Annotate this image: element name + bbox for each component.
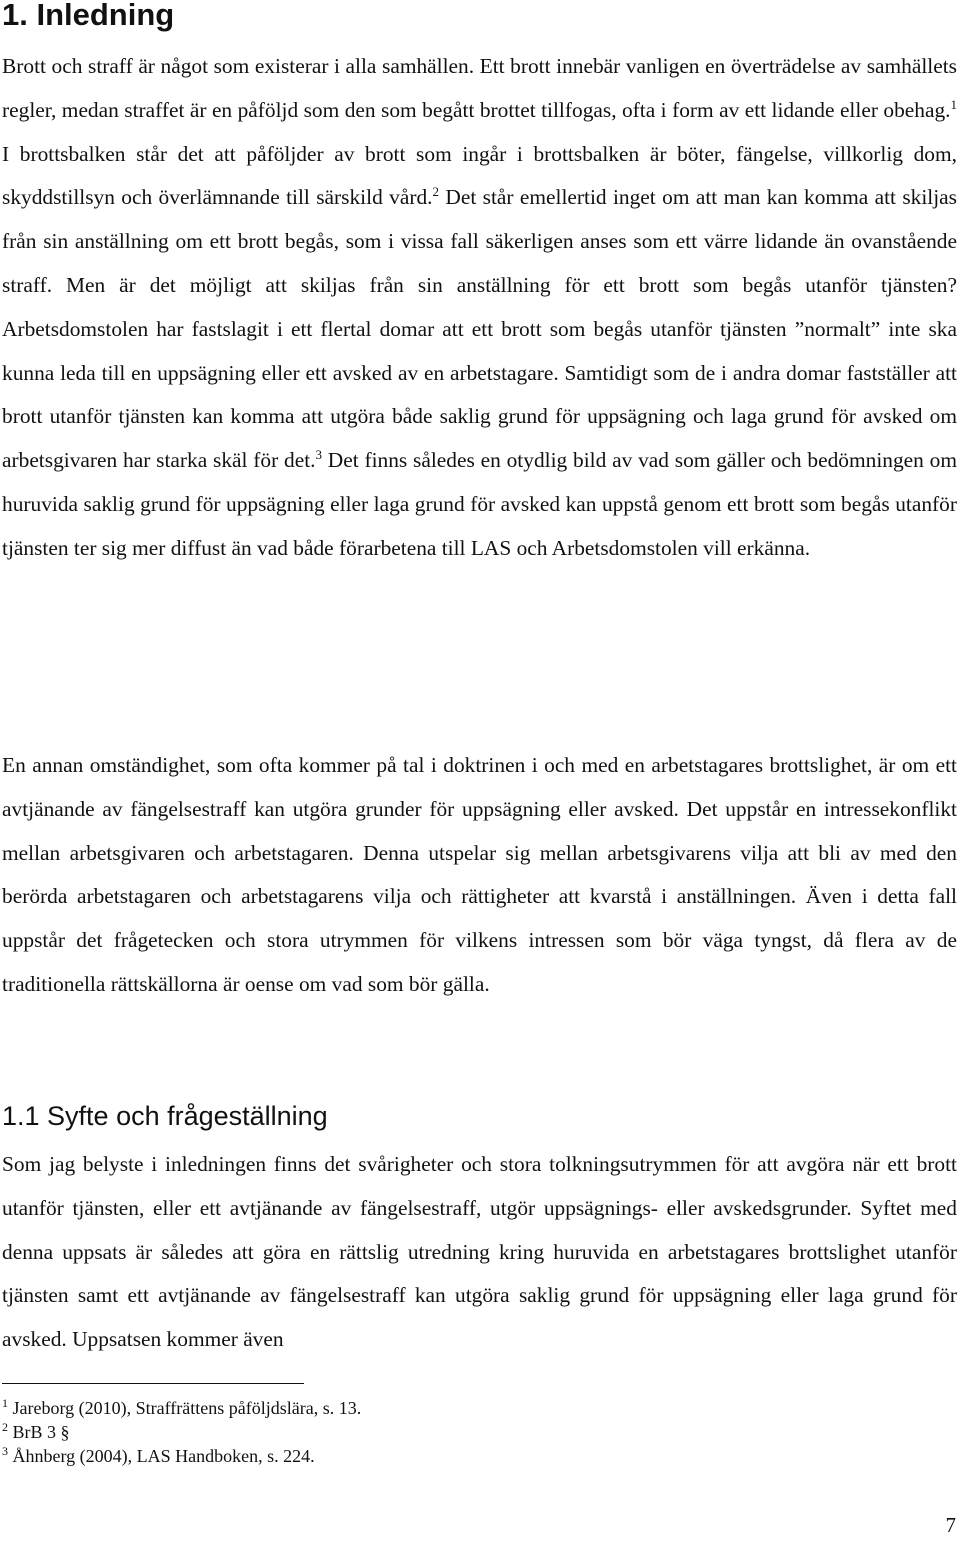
page-number: 7 [945,1513,956,1537]
paragraph-text: Det finns således en otydlig bild av vad som gäller och bedömningen om huruvida saklig grund för uppsägning eller laga grund för avsked kan uppstå genom ett brott som begås utanför tjänsten ter sig mer diffust än vad både förarbetena till LAS och Arbetsdomstolen vill erkänna. [2,448,957,560]
paragraph-text: Det står emellertid inget om att man kan komma att skiljas från sin anställning om ett brott begås, som i vissa fall säkerligen anses som ett värre lidande än ovanstående straff. Men är det möjligt att skiljas från sin anställning för ett brott som begås utanför tjänsten? Arbetsdomstolen har fastslagit i ett flertal domar att ett brott som begås utanför tjänsten ”normalt” inte ska kunna leda till en uppsägning eller ett avsked av en arbetstagare. Samtidigt som de i andra domar fastställer att brott utanför tjänsten kan komma att utgöra både saklig grund för uppsägning och laga grund för avsked om arbetsgivaren har starka skäl för det. [2,185,957,473]
footnote-number: 3 [2,1444,8,1458]
paragraph-text: Brott och straff är något som existerar i alla samhällen. Ett brott innebär vanligen en överträdelse av samhällets regler, medan straffet är en påföljd som den som begått brottet tillfogas, ofta i form av ett lidande eller obehag. [2,54,957,122]
footnote-1 [2,1396,361,1420]
purpose-paragraph: Som jag belyste i inledningen finns det svårigheter och stora tolkningsutrymmen för att avgöra när ett brott utanför tjänsten, eller ett avtjänande av fängelsestraff, utgör uppsägnings- eller avskedsgrunder. Syftet med denna uppsats är således att göra en rättslig utredning kring huruvida en arbetstagares brottslighet utanför tjänsten samt ett avtjänande av fängelsestraff kan utgöra saklig grund för uppsägning eller laga grund för avsked. Uppsatsen kommer även [2,1152,957,1352]
footnote-number: 2 [2,1420,8,1434]
footnote-2 [2,1420,361,1444]
footnote-ref-2[interactable]: 2 [432,184,439,200]
footnote-ref-1[interactable]: 1 [950,96,957,112]
paragraph-text: I brottsbalken står det att påföljder av brott som ingår i brottsbalken är böter, fängelse, villkorlig dom, skyddstillsyn och överlämnande till särskild vård. [2,141,957,210]
subsection-heading: 1.1 Syfte och frågeställning [2,1101,328,1131]
footnote-3 [2,1444,361,1468]
footnotes [2,1396,361,1468]
footnote-text: Jareborg (2010), Straffrättens påföljdslära, s. 13. [8,1398,362,1418]
footnote-number: 1 [2,1396,8,1410]
footnote-text: BrB 3 § [8,1422,70,1442]
intro-paragraph-2: En annan omständighet, som ofta kommer på tal i doktrinen i och med en arbetstagares brottslighet, är om ett avtjänande av fängelsestraff kan utgöra grunder för uppsägning eller avsked. Det uppstår en intressekonflikt mellan arbetsgivaren och arbetstagaren. Denna utspelar sig mellan arbetsgivarens vilja att bli av med den berörda arbetstagaren och arbetstagarens vilja och rättigheter att kvarstå i anställningen. Även i detta fall uppstår det frågetecken och stora utrymmen för vilkens intressen som bör väga tyngst, då flera av de traditionella rättskällorna är oense om vad som bör gälla. [2,753,957,996]
intro-paragraph-1 [2,45,957,571]
footnote-divider [2,1383,304,1384]
section-heading: 1. Inledning [2,0,175,32]
footnote-text: Åhnberg (2004), LAS Handboken, s. 224. [8,1446,315,1466]
footnote-ref-3[interactable]: 3 [315,447,322,463]
